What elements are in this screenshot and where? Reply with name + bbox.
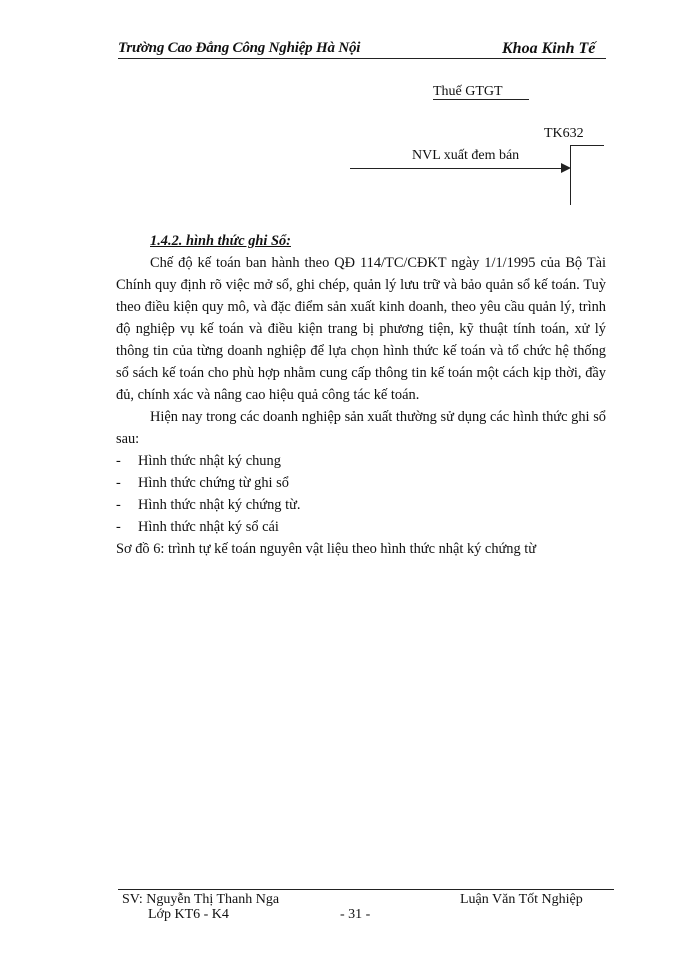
vat-underline [433, 99, 529, 100]
list-dash: - [116, 519, 121, 535]
list-item-text: Hình thức nhật ký chung [138, 453, 281, 469]
list-item [116, 494, 606, 516]
list-item [116, 472, 606, 494]
section-heading: 1.4.2. hình thức ghi Sổ: [150, 233, 291, 249]
header-school-name: Trường Cao Đẳng Công Nghiệp Hà Nội [118, 40, 361, 56]
account-t-top [570, 145, 604, 146]
list-dash: - [116, 475, 121, 491]
footer-rule [118, 889, 614, 890]
list-dash: - [116, 453, 121, 469]
list-dash: - [116, 497, 121, 513]
header-rule [118, 58, 606, 59]
arrow-line [350, 168, 564, 169]
paragraph-2: Hiện nay trong các doanh nghiệp sản xuất thường sử dụng các hình thức ghi sổ sau: [116, 409, 606, 447]
list-item-text: Hình thức nhật ký chứng từ. [138, 497, 301, 513]
paragraph-1: Chế độ kế toán ban hành theo QĐ 114/TC/CĐKT ngày 1/1/1995 của Bộ Tài Chính quy định rõ việc mở sổ, ghi chép, quản lý lưu trữ và bảo quản sổ kế toán. Tuỳ theo điều kiện quy mô, và đặc điểm sản xuất kinh doanh, theo yêu cầu quản lý, trình độ nghiệp vụ kế toán và điều kiện trang bị phương tiện, kỹ thuật tính toán, xử lý thông tin của từng doanh nghiệp để lựa chọn hình thức kế toán và tổ chức hệ thống sổ sách kế toán cho phù hợp nhằm cung cấp thông tin kế toán một cách kịp thời, đầy đủ, chính xác và nâng cao hiệu quả công tác kế toán. [116, 255, 606, 403]
footer-doc-type: Luận Văn Tốt Nghiệp [460, 892, 583, 907]
account-t-stem [570, 145, 571, 205]
diagram-caption: Sơ đồ 6: trình tự kế toán nguyên vật liệu theo hình thức nhật ký chứng từ [116, 541, 537, 557]
vat-label: Thuế GTGT [433, 84, 503, 99]
list-item [116, 516, 606, 538]
arrow-label: NVL xuất đem bán [412, 148, 520, 163]
account-label: TK632 [544, 126, 584, 141]
arrow-head-icon [561, 163, 571, 173]
list-item-text: Hình thức chứng từ ghi sổ [138, 475, 289, 491]
header-faculty-name: Khoa Kinh Tế [502, 40, 596, 57]
footer-student: SV: Nguyễn Thị Thanh Nga [122, 892, 280, 907]
list-item-text: Hình thức nhật ký sổ cái [138, 519, 279, 535]
footer-class: Lớp KT6 - K4 [148, 907, 229, 922]
footer-page-number: - 31 - [340, 907, 371, 922]
section-content [116, 230, 606, 560]
list-item [116, 450, 606, 472]
bookkeeping-forms-list [116, 450, 606, 538]
